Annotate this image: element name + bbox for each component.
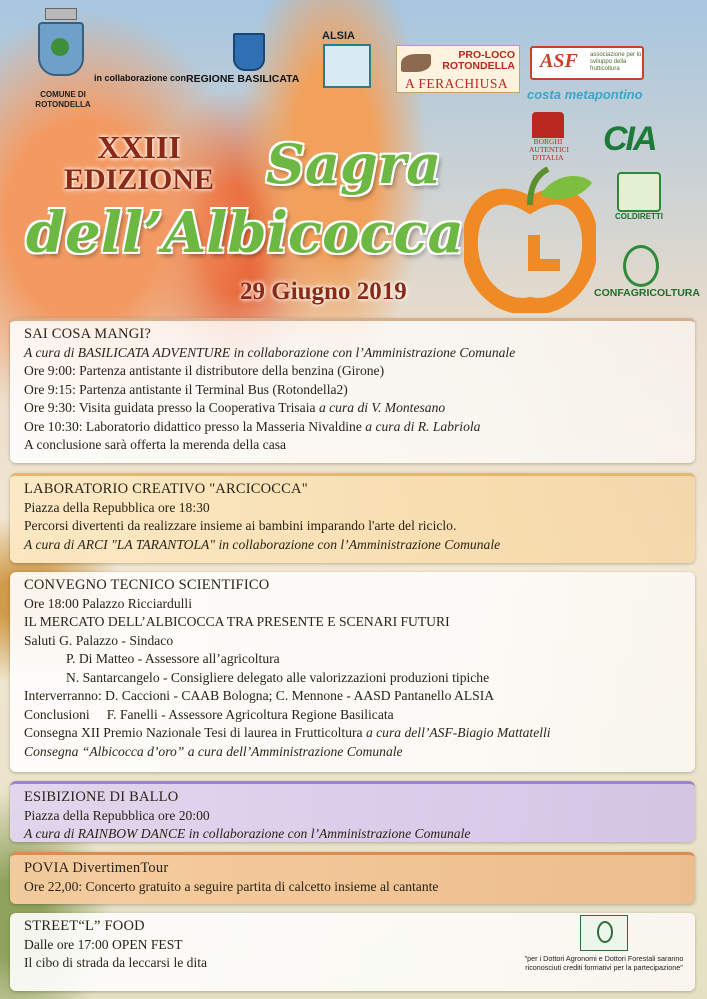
section-povia bbox=[10, 852, 695, 904]
award-text: Consegna XII Premio Nazionale Tesi di laurea in Frutticoltura bbox=[24, 725, 366, 740]
crown-icon bbox=[45, 8, 77, 20]
schedule-text: Ore 9:30: Visita guidata presso la Cooperativa Trisaia bbox=[24, 400, 319, 415]
edition-word: EDIZIONE bbox=[63, 163, 215, 196]
costa-metapontino-logo: costa metapontino bbox=[527, 87, 643, 102]
schedule-line bbox=[24, 418, 681, 437]
speaker-line: Interverranno: D. Caccioni - CAAB Bologna; C. Mennone - AASD Pantanello ALSIA bbox=[24, 688, 495, 703]
title-sagra: Sagra bbox=[266, 132, 442, 196]
schedule-line bbox=[24, 399, 681, 418]
schedule-line: Ore 9:15: Partenza antistante il Terminal Bus (Rotondella2) bbox=[24, 381, 348, 397]
award-line: Consegna “Albicocca d’oro” a cura dell’Amministrazione Comunale bbox=[24, 743, 403, 759]
comune-label: COMUNE DI ROTONDELLA bbox=[35, 90, 91, 109]
speaker-line: P. Di Matteo - Assessore all’agricoltura bbox=[66, 651, 280, 666]
speaker-line: Conclusioni F. Fanelli - Assessore Agricoltura Regione Basilicata bbox=[24, 706, 394, 722]
regione-basilicata-label: REGIONE BASILICATA bbox=[186, 73, 300, 85]
coldiretti-emblem-icon bbox=[617, 172, 661, 212]
borghi-label: BORGHI AUTENTICI D'ITALIA bbox=[529, 137, 569, 162]
speaker-line: N. Santarcangelo - Consigliere delegato alle valorizzazioni produzioni tipiche bbox=[66, 669, 490, 685]
confagricoltura-label: CONFAGRICOLTURA bbox=[594, 287, 700, 299]
coldiretti-logo bbox=[614, 172, 664, 221]
schedule-line: Piazza della Repubblica ore 20:00 bbox=[24, 807, 210, 823]
speaker-line: Saluti G. Palazzo - Sindaco bbox=[24, 632, 174, 648]
borghi-autentici-logo bbox=[529, 112, 567, 162]
schedule-line: Ore 22,00: Concerto gratuito a seguire partita di calcetto insieme al cantante bbox=[24, 878, 439, 894]
section-credit: A cura di RAINBOW DANCE in collaborazione con l’Amministrazione Comunale bbox=[24, 826, 471, 841]
title-albicocca: dell’Albicocca bbox=[26, 200, 464, 266]
section-convegno bbox=[10, 572, 695, 772]
schedule-credit: a cura di V. Montesano bbox=[318, 400, 446, 415]
edition-badge bbox=[44, 130, 234, 196]
credits-note: "per i Dottori Agronomi e Dottori Forestali saranno riconosciuti crediti formativi per la partecipazione" bbox=[524, 954, 684, 972]
asf-subtitle: associazione per lo sviluppo della frutticoltura bbox=[590, 52, 642, 72]
schedule-line: Piazza della Repubblica ore 18:30 bbox=[24, 499, 210, 515]
confagricoltura-logo bbox=[594, 245, 700, 299]
asf-logo bbox=[530, 46, 644, 80]
proloco-logo bbox=[396, 45, 520, 93]
regione-basilicata-shield-icon bbox=[233, 33, 265, 71]
proloco-line2: ROTONDELLA bbox=[442, 60, 515, 72]
section-title: SAI COSA MANGI? bbox=[24, 326, 152, 342]
order-seal-icon bbox=[580, 915, 628, 951]
schedule-text: Ore 10:30: Laboratorio didattico presso la Masseria Nivaldine bbox=[24, 418, 366, 434]
event-date: 29 Giugno 2019 bbox=[240, 278, 407, 305]
proloco-emblem-icon bbox=[401, 54, 431, 72]
section-title: POVIA DivertimenTour bbox=[24, 860, 169, 876]
wheat-icon bbox=[623, 245, 659, 287]
section-title: STREET“L” FOOD bbox=[24, 918, 145, 934]
coldiretti-label: COLDIRETTI bbox=[615, 212, 663, 221]
apricot-logo-icon bbox=[464, 165, 596, 313]
schedule-line: A conclusione sarà offerta la merenda della casa bbox=[24, 437, 287, 452]
schedule-credit: a cura di R. Labriola bbox=[365, 418, 481, 434]
asf-label: ASF bbox=[540, 50, 578, 72]
section-esibizione-di-ballo bbox=[10, 781, 695, 842]
cia-logo: CIA bbox=[603, 120, 656, 158]
proloco-line1: PRO-LOCO bbox=[458, 49, 515, 61]
alsia-label: ALSIA bbox=[322, 30, 355, 42]
schedule-line: Il cibo di strada da leccarsi le dita bbox=[24, 955, 208, 970]
collaboration-label: in collaborazione con bbox=[94, 73, 187, 83]
proloco-title bbox=[442, 50, 515, 72]
alsia-logo bbox=[322, 30, 372, 88]
schedule-line: Percorsi divertenti da realizzare insieme ai bambini imparando l'arte del riciclo. bbox=[24, 518, 457, 533]
schedule-line: Ore 9:00: Partenza antistante il distributore della benzina (Girone) bbox=[24, 363, 385, 378]
section-title: LABORATORIO CREATIVO "ARCICOCCA" bbox=[24, 481, 308, 497]
proloco-place: A FERACHIUSA bbox=[405, 76, 509, 91]
castle-icon bbox=[532, 112, 564, 138]
award-credit: a cura dell’ASF-Biagio Mattatelli bbox=[365, 725, 551, 740]
shield-icon bbox=[38, 22, 84, 76]
award-line bbox=[24, 724, 681, 743]
section-title: ESIBIZIONE DI BALLO bbox=[24, 789, 179, 805]
odaf-credit-box bbox=[518, 915, 690, 977]
section-credit: A cura di ARCI "LA TARANTOLA" in collaborazione con l’Amministrazione Comunale bbox=[24, 536, 501, 552]
edition-number: XXIII bbox=[97, 129, 181, 165]
schedule-line: Dalle ore 17:00 OPEN FEST bbox=[24, 936, 183, 952]
comune-crest-logo bbox=[38, 8, 84, 86]
conference-title: IL MERCATO DELL’ALBICOCCA TRA PRESENTE E SCENARI FUTURI bbox=[24, 614, 450, 629]
alsia-emblem-icon bbox=[323, 44, 371, 88]
section-sai-cosa-mangi bbox=[10, 318, 695, 463]
schedule-line: Ore 18:00 Palazzo Ricciardulli bbox=[24, 595, 192, 611]
section-credit: A cura di BASILICATA ADVENTURE in collaborazione con l’Amministrazione Comunale bbox=[24, 344, 516, 360]
section-laboratorio-creativo bbox=[10, 473, 695, 563]
section-title: CONVEGNO TECNICO SCIENTIFICO bbox=[24, 577, 270, 593]
